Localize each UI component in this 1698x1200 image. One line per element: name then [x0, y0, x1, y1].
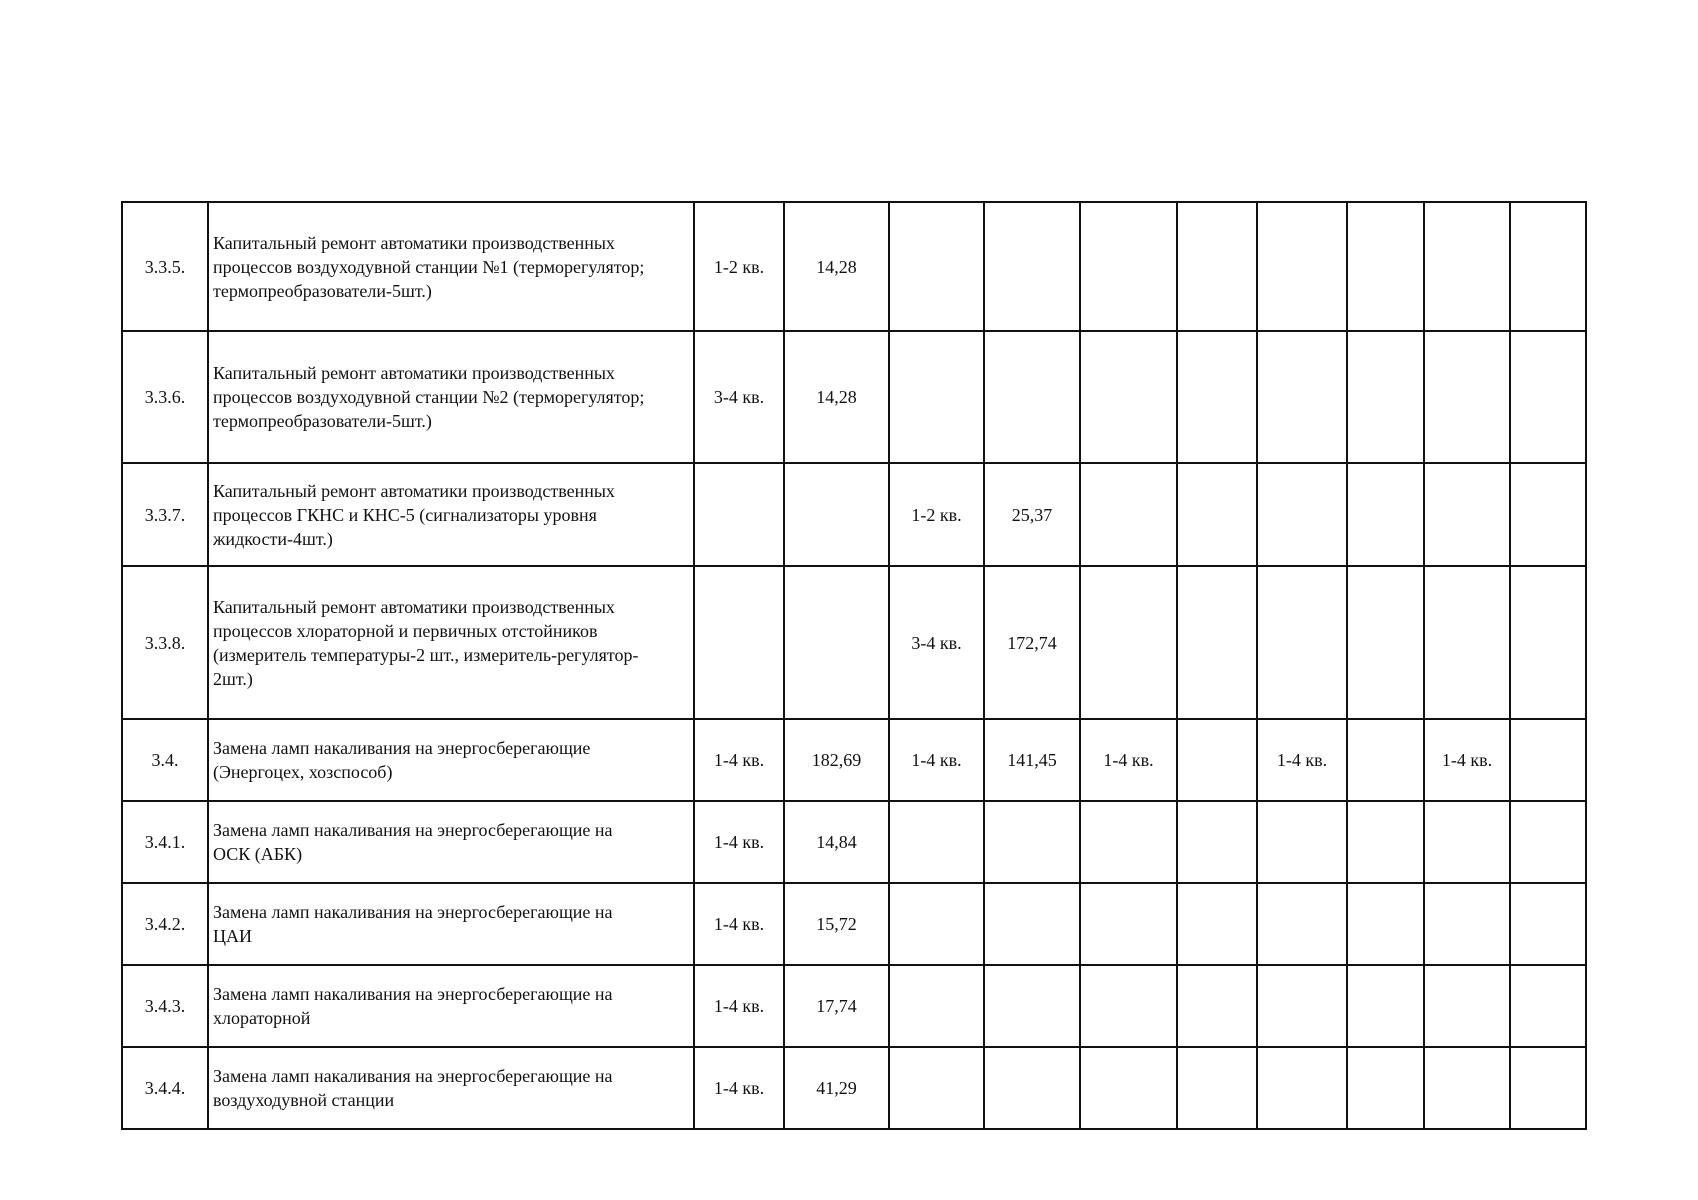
value-cell [1080, 202, 1177, 331]
value-cell [784, 463, 889, 566]
value-cell [1347, 883, 1424, 965]
value-cell [1510, 1047, 1586, 1129]
value-cell [1424, 965, 1510, 1047]
value-cell [1347, 801, 1424, 883]
row-description [208, 965, 694, 1047]
table-row [122, 1047, 1586, 1129]
table-row [122, 566, 1586, 719]
value-cell [1424, 331, 1510, 463]
value-cell [1257, 801, 1347, 883]
description-line: процессов воздуходувной станции №1 (терморегулятор; [213, 256, 645, 277]
value-cell: 1-4 кв. [694, 883, 784, 965]
value-cell [1080, 463, 1177, 566]
value-cell [1257, 202, 1347, 331]
value-cell: 14,28 [784, 331, 889, 463]
value-cell [1510, 965, 1586, 1047]
value-cell [1080, 801, 1177, 883]
value-cell: 15,72 [784, 883, 889, 965]
row-number: 3.4.4. [122, 1047, 208, 1129]
value-cell [1424, 463, 1510, 566]
value-cell: 1-4 кв. [1424, 719, 1510, 801]
value-cell [1177, 883, 1257, 965]
value-cell [1347, 331, 1424, 463]
value-cell [984, 883, 1080, 965]
value-cell [1347, 719, 1424, 801]
work-plan-table [121, 201, 1587, 1130]
value-cell [1347, 463, 1424, 566]
value-cell [1257, 1047, 1347, 1129]
value-cell [1177, 719, 1257, 801]
value-cell: 172,74 [984, 566, 1080, 719]
value-cell: 3-4 кв. [889, 566, 984, 719]
value-cell [1424, 1047, 1510, 1129]
value-cell [1177, 566, 1257, 719]
description-line: термопреобразователи-5шт.) [213, 280, 432, 301]
value-cell [1510, 331, 1586, 463]
description-line: процессов хлораторной и первичных отстойников [213, 620, 598, 641]
table-row [122, 801, 1586, 883]
table-row [122, 965, 1586, 1047]
value-cell [1510, 463, 1586, 566]
value-cell [1177, 965, 1257, 1047]
value-cell [889, 965, 984, 1047]
value-cell [1257, 331, 1347, 463]
value-cell: 17,74 [784, 965, 889, 1047]
value-cell: 1-2 кв. [889, 463, 984, 566]
value-cell [889, 801, 984, 883]
value-cell [889, 202, 984, 331]
row-number: 3.3.6. [122, 331, 208, 463]
row-description [208, 566, 694, 719]
description-line: Капитальный ремонт автоматики производственных [213, 596, 615, 617]
row-number: 3.3.8. [122, 566, 208, 719]
description-line: Капитальный ремонт автоматики производственных [213, 480, 615, 501]
value-cell: 1-4 кв. [694, 965, 784, 1047]
value-cell [1177, 331, 1257, 463]
value-cell: 25,37 [984, 463, 1080, 566]
value-cell [1510, 883, 1586, 965]
value-cell [889, 1047, 984, 1129]
value-cell [984, 801, 1080, 883]
value-cell: 1-4 кв. [1257, 719, 1347, 801]
row-description [208, 801, 694, 883]
description-line: ЦАИ [213, 926, 252, 946]
value-cell [694, 463, 784, 566]
row-number: 3.3.5. [122, 202, 208, 331]
description-line: 2шт.) [213, 668, 253, 689]
value-cell: 1-4 кв. [1080, 719, 1177, 801]
value-cell [1424, 202, 1510, 331]
value-cell: 182,69 [784, 719, 889, 801]
value-cell [694, 566, 784, 719]
value-cell [1080, 566, 1177, 719]
value-cell [984, 1047, 1080, 1129]
value-cell [1510, 719, 1586, 801]
value-cell [1080, 1047, 1177, 1129]
description-line: (Энергоцех, хозспособ) [213, 762, 393, 782]
row-description [208, 1047, 694, 1129]
row-number: 3.4. [122, 719, 208, 801]
value-cell [984, 331, 1080, 463]
row-description [208, 202, 694, 331]
value-cell [1080, 965, 1177, 1047]
table-row [122, 719, 1586, 801]
table-row [122, 463, 1586, 566]
value-cell [1257, 566, 1347, 719]
value-cell [1257, 883, 1347, 965]
row-number: 3.4.2. [122, 883, 208, 965]
value-cell [1424, 883, 1510, 965]
description-line: хлораторной [213, 1008, 311, 1028]
value-cell [1424, 566, 1510, 719]
description-line: Замена ламп накаливания на энергосберегающие на [213, 820, 613, 840]
value-cell [1257, 463, 1347, 566]
value-cell: 141,45 [984, 719, 1080, 801]
value-cell [1080, 883, 1177, 965]
description-line: процессов ГКНС и КНС-5 (сигнализаторы уровня [213, 504, 597, 525]
value-cell: 1-4 кв. [694, 719, 784, 801]
value-cell: 1-4 кв. [889, 719, 984, 801]
value-cell [1177, 1047, 1257, 1129]
description-line: Замена ламп накаливания на энергосберегающие на [213, 902, 613, 922]
table-row [122, 331, 1586, 463]
description-line: Капитальный ремонт автоматики производственных [213, 363, 615, 383]
description-line: Замена ламп накаливания на энергосберегающие [213, 738, 591, 758]
row-description [208, 719, 694, 801]
value-cell: 3-4 кв. [694, 331, 784, 463]
description-line: Замена ламп накаливания на энергосберегающие на [213, 1066, 613, 1086]
value-cell [1510, 202, 1586, 331]
value-cell [889, 331, 984, 463]
value-cell: 41,29 [784, 1047, 889, 1129]
value-cell: 14,28 [784, 202, 889, 331]
row-description [208, 463, 694, 566]
description-line: термопреобразователи-5шт.) [213, 411, 432, 431]
table-row [122, 202, 1586, 331]
value-cell [1347, 1047, 1424, 1129]
description-line: Замена ламп накаливания на энергосберегающие на [213, 984, 613, 1004]
value-cell [984, 202, 1080, 331]
value-cell [1177, 801, 1257, 883]
value-cell [1510, 566, 1586, 719]
row-number: 3.3.7. [122, 463, 208, 566]
row-description [208, 883, 694, 965]
description-line: процессов воздуходувной станции №2 (терморегулятор; [213, 387, 645, 407]
value-cell [1257, 965, 1347, 1047]
description-line: (измеритель температуры-2 шт., измеритель-регулятор- [213, 644, 639, 665]
value-cell [889, 883, 984, 965]
row-number: 3.4.3. [122, 965, 208, 1047]
value-cell: 1-2 кв. [694, 202, 784, 331]
value-cell [1347, 965, 1424, 1047]
value-cell: 1-4 кв. [694, 1047, 784, 1129]
row-number: 3.4.1. [122, 801, 208, 883]
description-line: воздуходувной станции [213, 1090, 395, 1110]
description-line: жидкости-4шт.) [213, 528, 333, 549]
description-line: Капитальный ремонт автоматики производственных [213, 232, 615, 253]
table-row [122, 883, 1586, 965]
table-body [122, 202, 1586, 1129]
value-cell [984, 965, 1080, 1047]
value-cell [1080, 331, 1177, 463]
value-cell [1424, 801, 1510, 883]
value-cell [1347, 202, 1424, 331]
value-cell [1347, 566, 1424, 719]
value-cell [1510, 801, 1586, 883]
value-cell [1177, 202, 1257, 331]
description-line: ОСК (АБК) [213, 844, 303, 864]
value-cell: 14,84 [784, 801, 889, 883]
value-cell [1177, 463, 1257, 566]
value-cell [784, 566, 889, 719]
row-description [208, 331, 694, 463]
value-cell: 1-4 кв. [694, 801, 784, 883]
